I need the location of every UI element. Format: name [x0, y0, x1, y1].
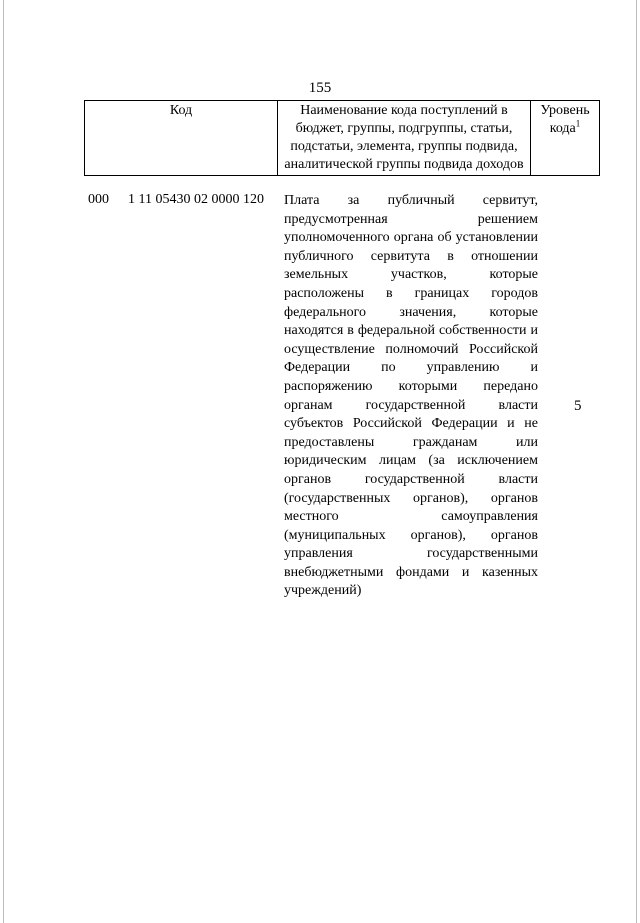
header-level [531, 101, 600, 176]
header-code: Код [85, 101, 278, 176]
row-admin-code: 000 [88, 192, 109, 207]
scan-edge-right [636, 0, 637, 923]
row-name: Плата за публичный сервитут, предусмотренная решением уполномоченного органа об установлении публичного сервитута в отношении земельных участков, которые расположены в границах городов федерального значения, которые находятся в федеральной собственности и осуществление полномочий Российской Федерации по управлению и распоряжению которыми передано органам государственной власти субъектов Российской Федерации и не предоставлены гражданам или юридическим лицам (за исключением органов государственной власти (государственных органов), органов местного самоуправления (муниципальных органов), органов управления государственными внебюджетными фондами и казенных учреждений) [284, 193, 538, 599]
scan-edge-left [3, 0, 4, 923]
header-name: Наименование кода поступлений в бюджет, группы, подгруппы, статьи, подстатьи, элемента, группы подвида, аналитической группы подвида доходов [278, 101, 531, 176]
page-number: 155 [308, 80, 332, 96]
header-level-footnote: 1 [575, 118, 581, 129]
table-header [84, 100, 600, 176]
row-level: 5 [574, 398, 582, 414]
row-revenue-code: 1 11 05430 02 0000 120 [128, 192, 264, 207]
header-level-label: Уровень кода [540, 103, 590, 136]
table-header-row [85, 101, 600, 176]
